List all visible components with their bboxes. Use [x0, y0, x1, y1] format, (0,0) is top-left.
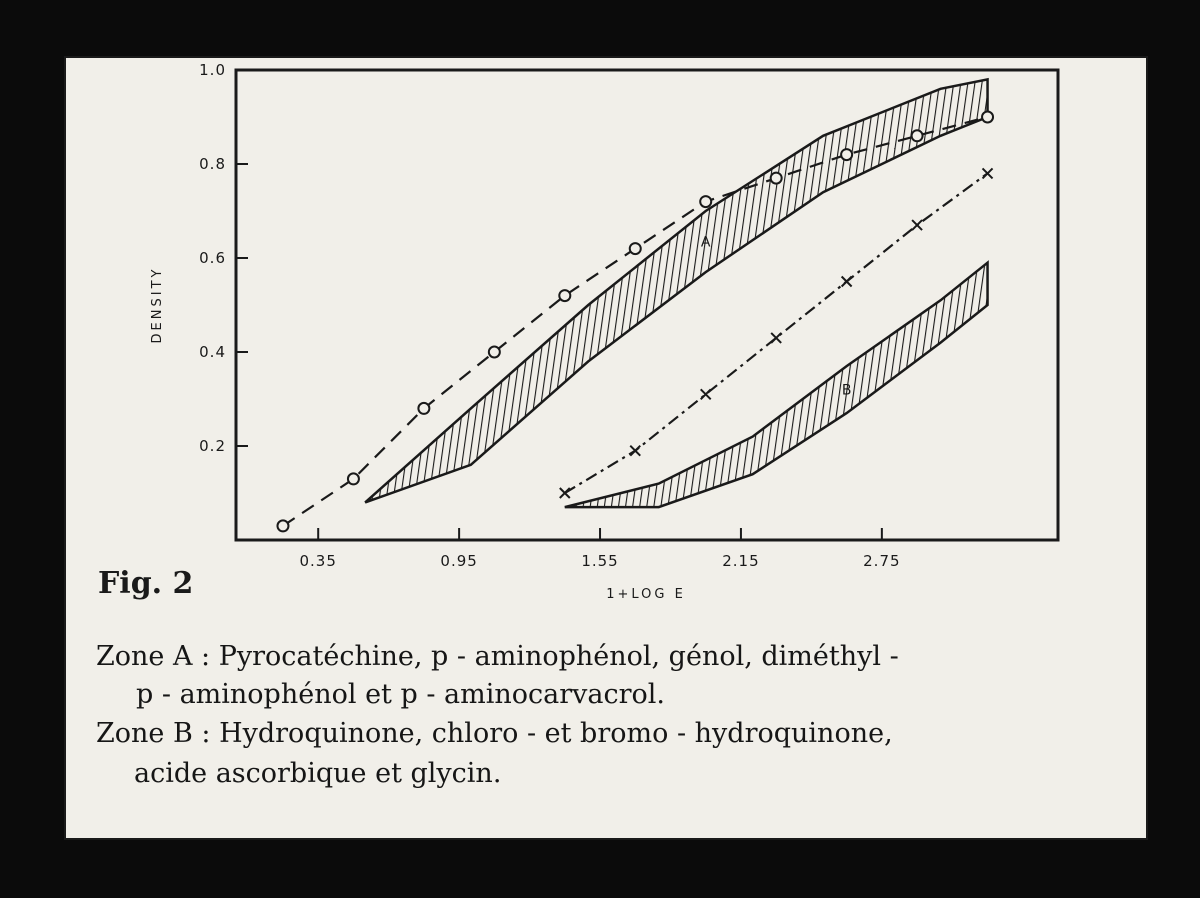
series-2-x-point — [842, 277, 852, 287]
zone-a-band — [365, 79, 987, 502]
y-tick-label: 0.2 — [199, 437, 226, 455]
series-1-circle-point — [348, 473, 359, 484]
x-axis-title: 1+LOG E — [606, 587, 686, 602]
series-1-circle-point — [841, 149, 852, 160]
caption-line-4: acide ascorbique et glycin. — [134, 758, 502, 789]
x-tick-label: 0.35 — [299, 552, 337, 570]
y-tick-label: 0.6 — [199, 249, 226, 267]
series-2-x-point — [701, 389, 711, 399]
series-2-x-point — [560, 488, 570, 498]
series-1-circle-point — [277, 520, 288, 531]
series-1-circle-point — [559, 290, 570, 301]
series-1-circle-point — [630, 243, 641, 254]
y-tick-label: 1.0 — [199, 61, 226, 79]
x-tick-label: 2.75 — [863, 552, 901, 570]
figure-label: Fig. 2 — [98, 566, 194, 601]
series-1-circle-point — [418, 403, 429, 414]
series-1-circle-point — [771, 173, 782, 184]
series-1-circle-point — [912, 130, 923, 141]
y-axis-title: DENSITY — [150, 266, 165, 344]
series-2-x-point — [771, 333, 781, 343]
series-1-circle-point — [700, 196, 711, 207]
series-2-x-point — [983, 168, 993, 178]
slide-frame — [66, 58, 1146, 838]
caption-line-3: Zone B : Hydroquinone, chloro - et bromo - hydroquinone, — [96, 718, 893, 749]
series-1-circle-point — [982, 112, 993, 123]
caption-line-2: p - aminophénol et p - aminocarvacrol. — [136, 679, 666, 710]
x-tick-label: 1.55 — [581, 552, 619, 570]
zones-layer — [365, 79, 987, 507]
zone-b-label: B — [841, 382, 852, 399]
y-tick-label: 0.4 — [199, 343, 226, 361]
axis-ticks — [199, 61, 900, 570]
series-1-circle-point — [489, 347, 500, 358]
y-tick-label: 0.8 — [199, 155, 226, 173]
zone-a-label: A — [700, 234, 711, 251]
caption-line-1: Zone A : Pyrocatéchine, p - aminophénol, génol, diméthyl - — [96, 641, 899, 672]
series-2-x-point — [912, 220, 922, 230]
series-2-x-point — [630, 446, 640, 456]
x-tick-label: 0.95 — [440, 552, 478, 570]
x-tick-label: 2.15 — [722, 552, 760, 570]
